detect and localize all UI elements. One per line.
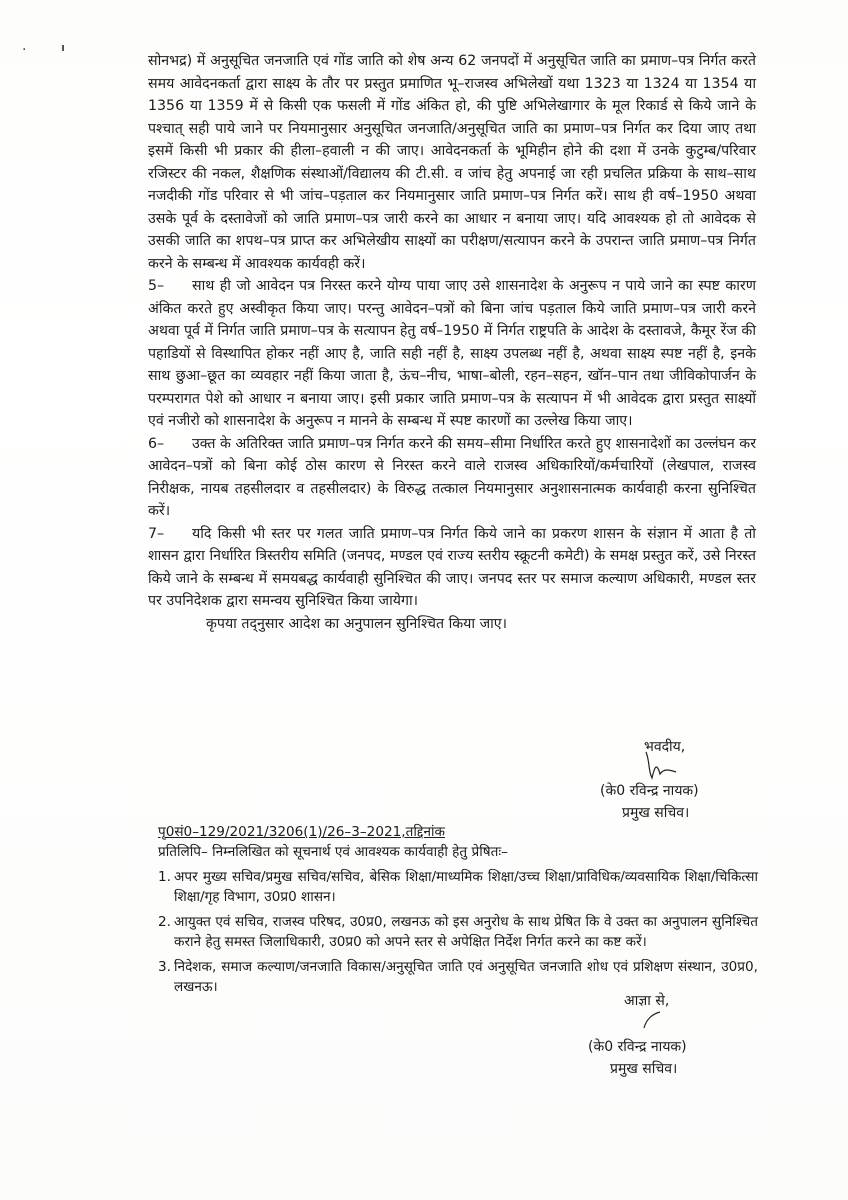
order-by-line: आज्ञा से, [624, 993, 670, 1009]
paragraph-5 [148, 275, 756, 433]
paragraph-number: 6– [148, 435, 165, 452]
paragraph-text: यदि किसी भी स्तर पर गलत जाति प्रमाण–पत्र निर्गत किये जाने का प्रकरण शासन के संज्ञान में आता है तो शासन द्वारा निर्धारित त्रिस्तरीय समिति (जनपद, मण्डल एवं राज्य स्तरीय स्क्रूटनी कमेटी) के समक्ष प्रस्तुत करें, उसे निरस्त किये जाने के सम्बन्ध में समयबद्ध कार्यवाही सुनिश्चित की जाए। जनपद स्तर पर समाज कल्याण अधिकारी, मण्डल स्तर पर उपनिदेशक द्वारा समन्वय सुनिश्चित किया जायेगा। [148, 525, 756, 609]
copy-list-item: 2. आयुक्त एवं सचिव, राजस्व परिषद, उ0प्र0, लखनऊ को इस अनुरोध के साथ प्रेषित कि वे उक्त का अनुपालन सुनिश्चित कराने हेतु समस्त जिलाधिकारी, उ0प्र0 को अपने स्तर से अपेक्षित निर्देश निर्गत करने का कष्ट करें। [158, 914, 758, 950]
copy-list-item: 3. निदेशक, समाज कल्याण/जनजाति विकास/अनुसूचित जाति एवं अनुसूचित जनजाति शोध एवं प्रशिक्षण संस्थान, उ0प्र0, लखनऊ। [158, 959, 759, 995]
paragraph-7 [148, 523, 756, 613]
copy-list-item: 1. अपर मुख्य सचिव/प्रमुख सचिव/सचिव, बेसिक शिक्षा/माध्यमिक शिक्षा/उच्च शिक्षा/प्राविधिक/व्यवसायिक शिक्षा/चिकित्सा शिक्षा/गृह विभाग, उ0प्र0 शासन। [158, 869, 758, 905]
page-mark: . [22, 38, 27, 54]
reference-number: पृ0सं0–129/2021/3206(1)/26–3–2021,तद्दिनांक [158, 824, 445, 840]
signature-greeting: भवदीय, [644, 739, 686, 755]
copy-section [158, 823, 758, 997]
paragraph-number: 7– [148, 525, 165, 542]
signatory-designation: प्रमुख सचिव। [610, 1061, 678, 1077]
paragraph-text: उक्त के अतिरिक्त जाति प्रमाण–पत्र निर्गत करने की समय–सीमा निर्धारित करते हुए शासनादेशों का उल्लंघन कर आवेदन–पत्रों को बिना कोई ठोस कारण से निरस्त करने वाले राजस्व अधिकारियों/कर्मचारियों (लेखपाल, राजस्व निरीक्षक, नायब तहसीलदार व तहसीलदार) के विरुद्ध तत्काल नियमानुसार अनुशासनात्मक कार्यवाही करना सुनिश्चित करें। [148, 435, 756, 519]
page-mark-tick [62, 45, 64, 51]
signatory-designation: प्रमुख सचिव। [622, 805, 690, 821]
copy-intro: प्रतिलिपि– निम्नलिखित को सूचनार्थ एवं आवश्यक कार्यवाही हेतु प्रेषितः– [158, 843, 508, 860]
paragraph-text: साथ ही जो आवेदन पत्र निरस्त करने योग्य पाया जाए उसे शासनादेश के अनुरूप न पाये जाने का स्पष्ट कारण अंकित करते हुए अस्वीकृत किया जाए। परन्तु आवेदन–पत्रों को बिना जांच पड़ताल किये जाति प्रमाण–पत्र जारी करने अथवा पूर्व में निर्गत जाति प्रमाण–पत्र के सत्यापन हेतु वर्ष–1950 में निर्गत राष्ट्रपति के आदेश के दस्तावजे, कैमूर रेंज की पहाडियों से विस्थापित होकर नहीं आए है, जाति सही नहीं है, साक्ष्य उपलब्ध नहीं है, अथवा साक्ष्य स्पष्ट नहीं है, इनके साथ छुआ–छूत का व्यवहार नहीं किया जाता है, ऊंच–नीच, भाषा–बोली, रहन–सहन, खॉन–पान तथा जीविकोपार्जन के परम्परागत पेशे को आधार न बनाया जाए। इसी प्रकार जाति प्रमाण–पत्र के सत्यापन में भी आवेदक द्वारा प्रस्तुत साक्ष्यों एवं नजीरो को शासनादेश के अनुरूप न मानने के सम्बन्ध में स्पष्ट कारणों का उल्लेख किया जाए। [148, 278, 756, 429]
paragraph-number: 5– [148, 278, 165, 294]
signatory-name: (के0 रविन्द्र नायक) [588, 1039, 687, 1055]
paragraph-continued: सोनभद्र) में अनुसूचित जनजाति एवं गोंड जाति को शेष अन्य 62 जनपदों में अनुसूचित जाति का प्रमाण–पत्र निर्गत करते समय आवेदनकर्ता द्वारा साक्ष्य के तौर पर प्रस्तुत प्रमाणित भू–राजस्व अभिलेखों यथा 1323 या 1324 या 1354 या 1356 या 1359 में से किसी एक फसली में गोंड अंकित हो, की पुष्टि अभिलेखागार के मूल रिकार्ड से किये जाने के पश्चात् सही पाये जाने पर नियमानुसार अनुसूचित जनजाति/अनुसूचित जाति का प्रमाण–पत्र निर्गत कर दिया जाए तथा इसमें किसी भी प्रकार की हीला–हवाली न की जाए। आवेदनकर्ता के भूमिहीन होने की दशा में उनके कुटुम्ब/परिवार रजिस्टर की नकल, शैक्षणिक संस्थाओं/विद्यालय की टी.सी. व जांच हेतु अपनाई जा रही प्रचलित प्रक्रिया के साथ–साथ नजदीकी गोंड परिवार से भी जांच–पड़ताल कर नियमानुसार जाति प्रमाण–पत्र निर्गत करें। साथ ही वर्ष–1950 अथवा उसके पूर्व के दस्तावेजों को जाति प्रमाण–पत्र जारी करने का आधार न बनाया जाए। यदि आवश्यक हो तो आवेदक से उसकी जाति का शपथ–पत्र प्राप्त कर अभिलेखीय साक्ष्यों का परीक्षण/सत्यापन करने के उपरान्त जाति प्रमाण–पत्र निर्गत करने के सम्बन्ध में आवश्यक कार्यवही करें। [148, 53, 756, 272]
letter-body [148, 50, 756, 635]
signatory-name: (के0 रविन्द्र नायक) [600, 783, 699, 799]
closing-request: कृपया तद्नुसार आदेश का अनुपालन सुनिश्चित किया जाए। [206, 615, 508, 632]
paragraph-6 [148, 433, 756, 523]
signature-block-1 [600, 736, 760, 824]
signature-block-2 [588, 990, 758, 1080]
